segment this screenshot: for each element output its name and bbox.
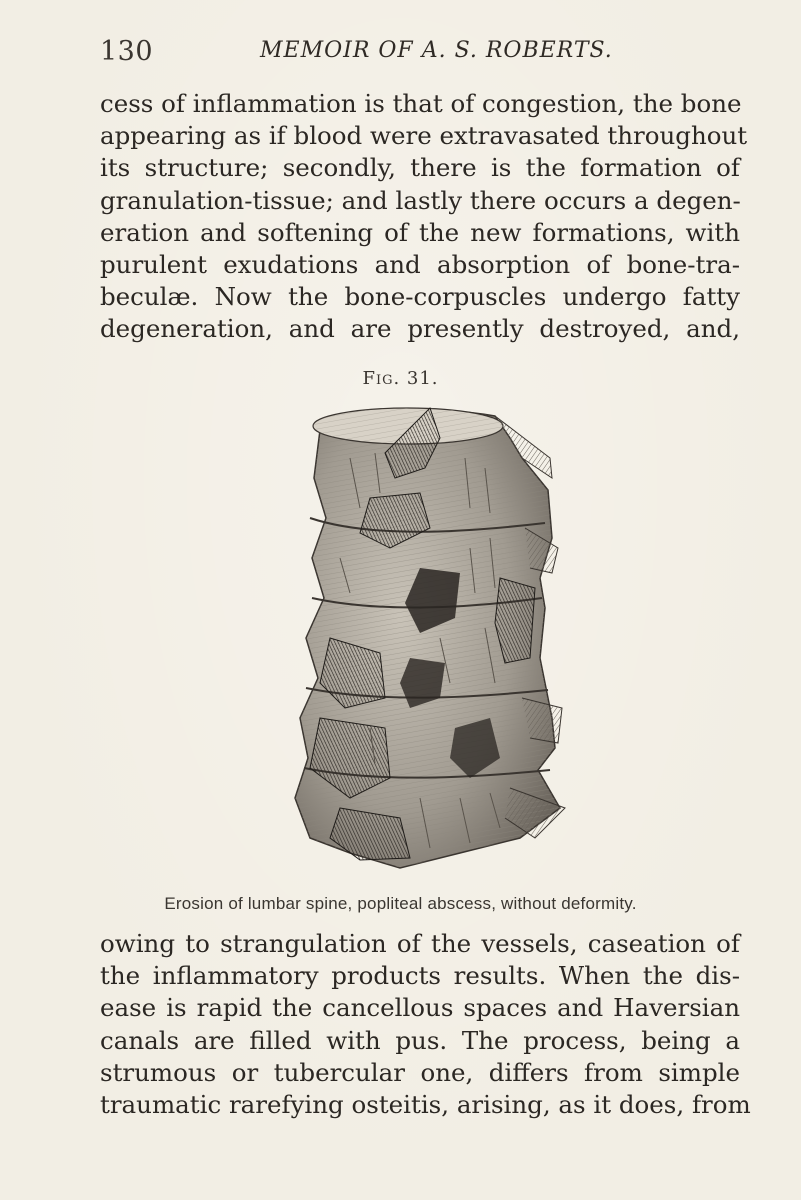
figure-caption: Erosion of lumbar spine, popliteal abscess, without deformity. [164, 894, 637, 913]
page-number: 130 [100, 36, 154, 67]
text-line: the inflammatory products results. When the dis- [100, 961, 740, 991]
text-line: strumous or tubercular one, differs from simple [100, 1057, 740, 1087]
text-line: granulation-tissue; and lastly there occurs a degen- [100, 185, 741, 215]
text-line: purulent exudations and absorption of bone-tra- [100, 250, 740, 280]
text-line: cess of inflammation is that of congestion, the bone [100, 89, 742, 118]
text-line: canals are filled with pus. The process, being a [100, 1025, 740, 1055]
text-line: its structure; secondly, there is the formation of [100, 153, 740, 183]
text-line: eration and softening of the new formations, with [100, 217, 740, 247]
figure-label: Fig. 31. [362, 368, 439, 389]
figure-illustration [290, 398, 580, 878]
text-line: degeneration, and are presently destroyed, and, [100, 314, 740, 344]
paragraph-top [100, 88, 748, 346]
text-line: traumatic rarefying osteitis, arising, as it does, from [100, 1090, 751, 1120]
running-head: MEMOIR OF A. S. ROBERTS. [260, 38, 613, 63]
page-header [100, 36, 740, 70]
text-line: owing to strangulation of the vessels, caseation of [100, 929, 740, 958]
text-line: ease is rapid the cancellous spaces and Haversian [100, 993, 740, 1023]
paragraph-bottom [100, 928, 751, 1121]
text-line: appearing as if blood were extravasated throughout [100, 121, 748, 151]
text-line: beculæ. Now the bone-corpuscles undergo fatty [100, 282, 740, 312]
lumbar-spine-engraving [290, 398, 580, 878]
